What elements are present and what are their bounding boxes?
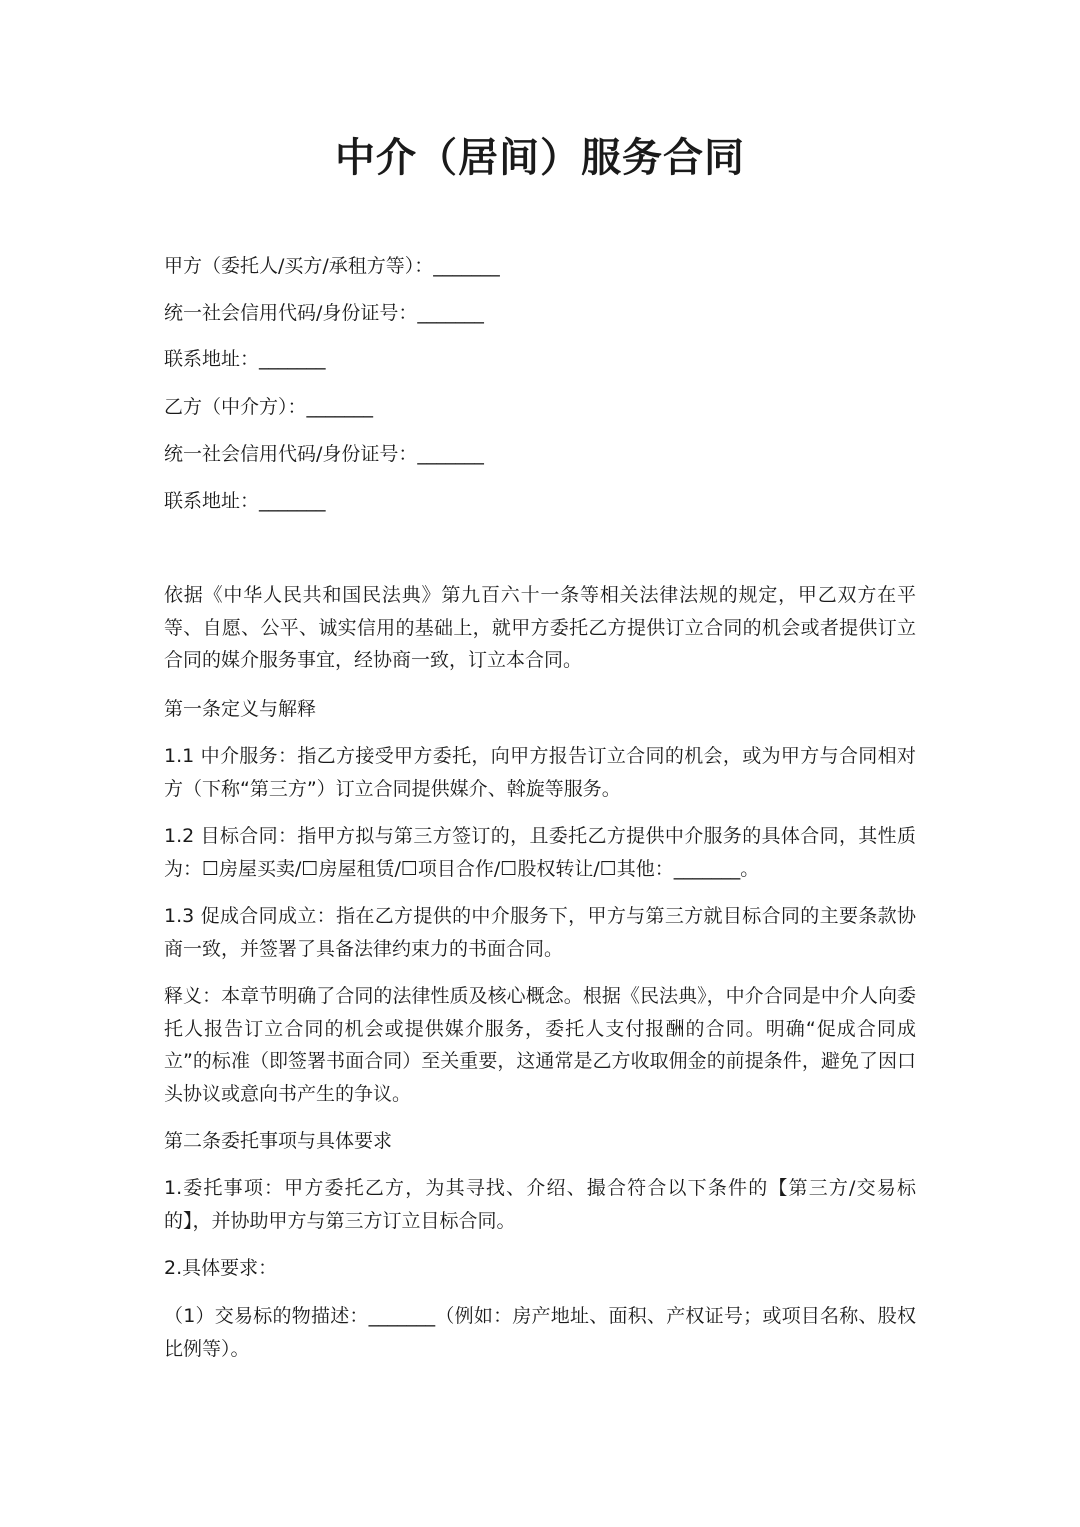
party-a-address-field: 联系地址：_______: [164, 348, 326, 370]
article-2-heading: 第二条委托事项与具体要求: [164, 1130, 393, 1152]
preamble-paragraph: 依据《中华人民共和国民法典》第九百六十一条等相关法律法规的规定，甲乙双方在平等、自愿、公平、诚实信用的基础上，就甲方委托乙方提供订立合同的机会或者提供订立合同的媒介服务事宜，经协商一致，订立本合同。: [164, 584, 916, 671]
interpretation-paragraph: 释义：本章节明确了合同的法律性质及核心概念。根据《民法典》，中介合同是中介人向委托人报告订立合同的机会或提供媒介服务，委托人支付报酬的合同。明确“促成合同成立”的标准（即签署书面合同）至关重要，这通常是乙方收取佣金的前提条件，避免了因口头协议或意向书产生的争议。: [164, 985, 916, 1105]
article-2-clause-2: 2.具体要求：: [164, 1257, 278, 1279]
party-a-name-field: 甲方（委托人/买方/承租方等）：_______: [164, 255, 500, 277]
article-2-clause-2-1: （1）交易标的物描述：_______（例如：房产地址、面积、产权证号；或项目名称、股权比例等）。: [164, 1305, 916, 1360]
party-a-credit-code-field: 统一社会信用代码/身份证号：_______: [164, 302, 484, 324]
clause-1-2: 1.2 目标合同：指甲方拟与第三方签订的，且委托乙方提供中介服务的具体合同，其性质为：☐房屋买卖/☐房屋租赁/☐项目合作/☐股权转让/☐其他：_______。: [164, 825, 916, 880]
party-b-name-field: 乙方（中介方）：_______: [164, 396, 374, 418]
party-b-address-field: 联系地址：_______: [164, 490, 326, 512]
clause-1-1: 1.1 中介服务：指乙方接受甲方委托，向甲方报告订立合同的机会，或为甲方与合同相对方（下称“第三方”）订立合同提供媒介、斡旋等服务。: [164, 745, 916, 800]
document-title: 中介（居间）服务合同: [335, 135, 745, 181]
party-b-credit-code-field: 统一社会信用代码/身份证号：_______: [164, 443, 484, 465]
clause-1-3: 1.3 促成合同成立：指在乙方提供的中介服务下，甲方与第三方就目标合同的主要条款协商一致，并签署了具备法律约束力的书面合同。: [164, 905, 916, 960]
article-1-heading: 第一条定义与解释: [164, 698, 317, 720]
article-2-clause-1: 1.委托事项：甲方委托乙方，为其寻找、介绍、撮合符合以下条件的【第三方/交易标的】，并协助甲方与第三方订立目标合同。: [164, 1177, 916, 1232]
